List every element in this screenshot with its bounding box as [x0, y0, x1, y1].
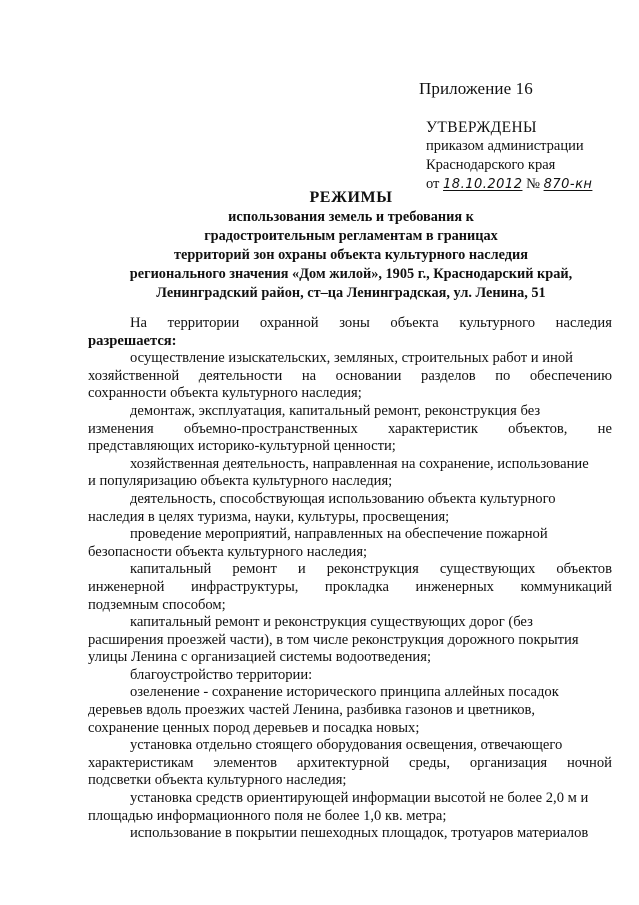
paragraph-item — [88, 561, 612, 614]
text-line: подсветки объекта культурного наследия; — [88, 772, 347, 789]
word: капитальный — [130, 561, 212, 578]
title-line: территорий зон охраны объекта культурного наследия — [173, 247, 529, 263]
word: элементов — [213, 754, 277, 771]
word: реконструкция — [326, 561, 419, 578]
word: хозяйственной — [88, 367, 180, 384]
text-line: проведение мероприятий, направленных на обеспечение пожарной — [130, 526, 548, 543]
text-line: использование в покрытии пешеходных площадок, тротуаров материалов — [130, 825, 589, 842]
text-line: и популяризацию объекта культурного наследия; — [88, 473, 393, 490]
word: объемно-пространственных — [183, 420, 358, 437]
word: культурного — [459, 315, 536, 331]
paragraph-item — [88, 456, 612, 491]
text-line: установка отдельно стоящего оборудования освещения, отвечающего — [130, 737, 563, 754]
paragraph-item — [88, 737, 612, 790]
title-line: использования земель и требования к — [228, 209, 474, 225]
text-line: благоустройство территории: — [130, 666, 313, 683]
word: разделов — [421, 367, 476, 384]
title-line: регионального значения «Дом жилой», 1905 г., Краснодарский край, — [129, 266, 573, 282]
justified-line — [88, 561, 612, 579]
word: изменения — [88, 420, 154, 437]
text-line: расширения проезжей части), в том числе реконструкция дорожного покрытия — [88, 631, 579, 648]
number-prefix: № — [526, 176, 540, 192]
paragraph-item — [88, 790, 612, 825]
justified-line — [88, 315, 612, 333]
text-line: представляющих историко-культурной ценности; — [88, 438, 396, 455]
word: инфраструктуры, — [191, 578, 299, 595]
text-line: деревьев вдоль проезжих частей Ленина, разбивка газонов и цветников, — [88, 702, 536, 719]
text-line: сохранности объекта культурного наследия; — [88, 385, 362, 402]
text-line: наследия в целях туризма, науки, культуры, просвещения; — [88, 508, 450, 525]
word: зоны — [339, 315, 370, 331]
order-date: 18.10.2012 — [443, 177, 523, 192]
text-line: деятельность, способствующая использованию объекта культурного — [130, 490, 556, 507]
word: характеристик — [387, 420, 478, 437]
word: объектов, — [508, 420, 568, 437]
word: ночной — [566, 754, 612, 771]
word: ремонт — [232, 561, 277, 578]
justified-line — [88, 579, 612, 597]
word: объекта — [390, 315, 439, 331]
title-line: градостроительным регламентам в границах — [204, 228, 498, 244]
date-prefix: от — [426, 176, 440, 192]
text-line: установка средств ориентирующей информации высотой не более 2,0 м и — [130, 790, 589, 807]
document-title — [88, 188, 614, 303]
word: на — [301, 367, 317, 384]
paragraph-item — [88, 526, 612, 561]
paragraph-item — [88, 350, 612, 403]
order-line: приказом администрации — [426, 138, 584, 154]
region-line: Краснодарского края — [426, 157, 556, 173]
appendix-label: Приложение 16 — [419, 79, 533, 98]
paragraph-item — [88, 825, 612, 843]
word: архитектурной — [296, 754, 390, 771]
text-line: подземным способом; — [88, 596, 226, 613]
justified-line — [88, 368, 612, 386]
word: характеристикам — [88, 754, 194, 771]
word: обеспечению — [529, 367, 612, 384]
title-line: Ленинградский район, ст–ца Ленинградская, ул. Ленина, 51 — [156, 285, 546, 301]
text-line: демонтаж, эксплуатация, капитальный ремонт, реконструкция без — [130, 402, 541, 419]
paragraph-item — [88, 614, 612, 667]
word: инженерной — [88, 578, 165, 595]
word: организация — [469, 754, 548, 771]
approval-stamp — [426, 118, 626, 194]
word: существующих — [439, 561, 536, 578]
word: основании — [335, 367, 402, 384]
text-line: площадью информационного поля не более 1,0 кв. метра; — [88, 807, 447, 824]
word: коммуникаций — [520, 578, 612, 595]
word: по — [495, 367, 511, 384]
text-line: улицы Ленина с организацией системы водоотведения; — [88, 649, 432, 666]
justified-line — [88, 421, 612, 439]
text-line: хозяйственная деятельность, направленная на сохранение, использование — [130, 455, 589, 472]
justified-line — [88, 755, 612, 773]
paragraph-item — [88, 684, 612, 737]
word: территории — [167, 315, 240, 331]
allowed-label: разрешается: — [88, 332, 177, 349]
text-line: озеленение - сохранение исторического принципа аллейных посадок — [130, 684, 559, 701]
text-line: сохранение ценных пород деревьев и посадка новых; — [88, 719, 420, 736]
word: прокладка — [324, 578, 389, 595]
text-line: капитальный ремонт и реконструкция существующих дорог (без — [130, 614, 533, 631]
word: инженерных — [415, 578, 494, 595]
word: среды, — [409, 754, 450, 771]
word: объектов — [556, 561, 612, 578]
title-main: РЕЖИМЫ — [309, 189, 393, 206]
word: охранной — [259, 315, 319, 331]
paragraph-item — [88, 667, 612, 685]
paragraph-item — [88, 491, 612, 526]
paragraph-item — [88, 403, 612, 456]
word: наследия — [555, 315, 612, 331]
word: деятельности — [198, 367, 283, 384]
text-line: безопасности объекта культурного наследия; — [88, 543, 368, 560]
approved-heading: УТВЕРЖДЕНЫ — [426, 119, 537, 136]
paragraph-intro — [88, 315, 612, 350]
order-number: 870-кн — [543, 177, 593, 192]
word: не — [597, 420, 612, 437]
document-body — [88, 315, 612, 843]
word: На — [130, 315, 148, 331]
text-line: осуществление изыскательских, земляных, строительных работ и иной — [130, 350, 573, 367]
word: и — [297, 561, 306, 578]
